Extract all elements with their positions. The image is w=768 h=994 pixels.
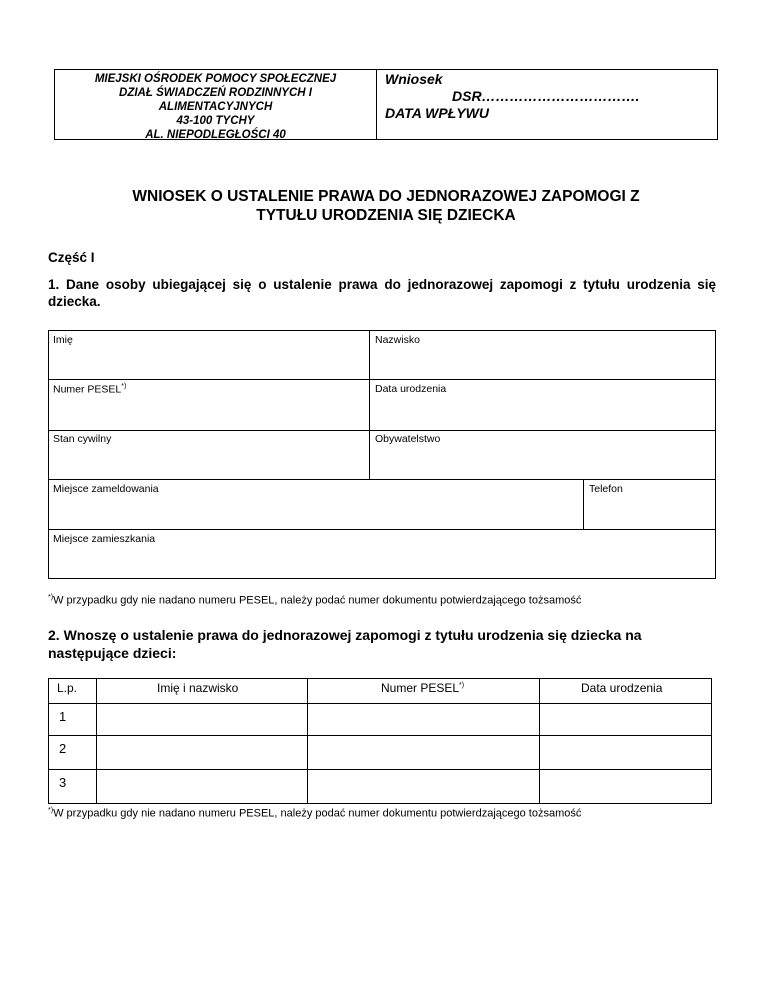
office-line: ALIMENTACYJNYCH xyxy=(158,101,273,113)
phone-field[interactable]: Telefon xyxy=(589,483,623,495)
row-number: 2 xyxy=(59,741,67,756)
title-line: WNIOSEK O USTALENIE PRAWA DO JEDNORAZOWEJ ZAPOMOGI Z xyxy=(132,188,640,205)
part-label: Część I xyxy=(48,250,95,265)
footnote-marker: *) xyxy=(121,383,127,390)
title-line: TYTUŁU URODZENIA SIĘ DZIECKA xyxy=(256,207,516,224)
footnote: *)W przypadku gdy nie nadano numeru PESEL, należy podać numer dokumentu potwierdzającego tożsamość xyxy=(48,594,582,607)
col-header-name: Imię i nazwisko xyxy=(157,681,239,695)
last-name-field[interactable]: Nazwisko xyxy=(375,334,420,346)
birth-date-field[interactable]: Data urodzenia xyxy=(375,383,447,395)
row-number: 3 xyxy=(59,775,67,790)
office-line: DZIAŁ ŚWIADCZEŃ RODZINNYCH I xyxy=(119,87,312,99)
dsr-field[interactable]: DSR……………………………. xyxy=(452,88,640,104)
col-header-pesel: Numer PESEL*) xyxy=(381,681,465,695)
col-header-birth-date: Data urodzenia xyxy=(581,681,663,695)
citizenship-field[interactable]: Obywatelstwo xyxy=(375,433,441,445)
row-number: 1 xyxy=(59,709,67,724)
form-title xyxy=(54,187,718,225)
section1-heading: 1. Dane osoby ubiegającej się o ustalenie prawa do jednorazowej zapomogi z tytułu urodzenia się dziecka. xyxy=(48,277,716,309)
applicant-data-table xyxy=(48,330,716,579)
footnote: *)W przypadku gdy nie nadano numeru PESEL, należy podać numer dokumentu potwierdzającego tożsamość xyxy=(48,807,582,820)
section2-heading: 2. Wnoszę o ustalenie prawa do jednorazowej zapomogi z tytułu urodzenia się dziecka na następujące dzieci: xyxy=(48,627,642,661)
office-line: MIEJSKI OŚRODEK POMOCY SPOŁECZNEJ xyxy=(94,73,337,85)
wniosek-label: Wniosek xyxy=(385,71,443,87)
header-box xyxy=(54,69,718,140)
children-table xyxy=(48,678,712,804)
col-header-lp: L.p. xyxy=(57,681,78,695)
registration-block xyxy=(377,70,717,139)
office-line: AL. NIEPODLEGŁOŚCI 40 xyxy=(145,129,286,141)
registered-address-field[interactable]: Miejsce zameldowania xyxy=(53,483,159,495)
data-wplywu-label: DATA WPŁYWU xyxy=(385,105,489,121)
first-name-field[interactable]: Imię xyxy=(53,334,73,346)
office-address-block xyxy=(55,70,377,139)
marital-status-field[interactable]: Stan cywilny xyxy=(53,433,112,445)
office-line: 43-100 TYCHY xyxy=(176,115,255,127)
pesel-field[interactable]: Numer PESEL*) xyxy=(53,383,127,396)
residence-address-field[interactable]: Miejsce zamieszkania xyxy=(53,533,156,545)
